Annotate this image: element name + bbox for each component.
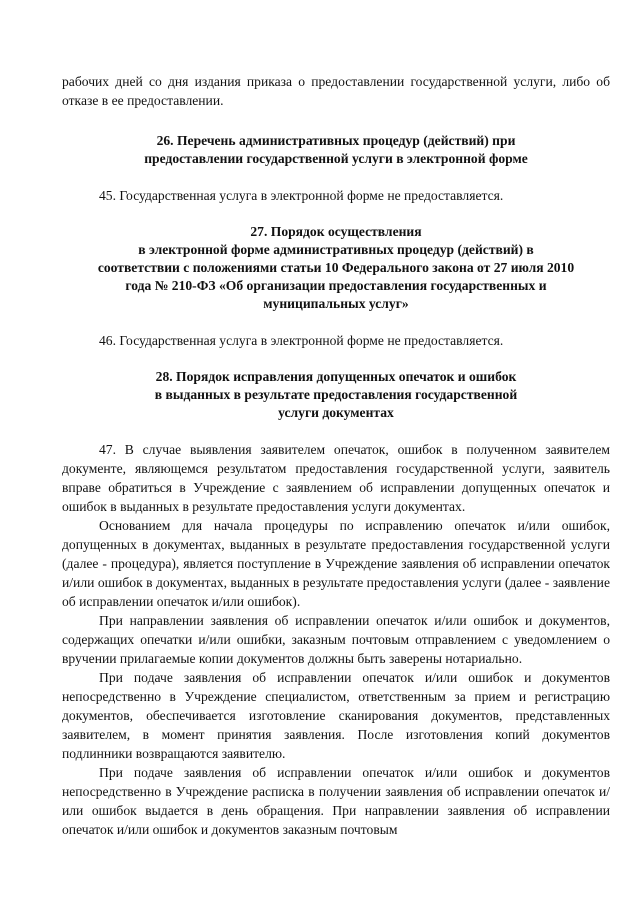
heading-line: 28. Порядок исправления допущенных опечаток и ошибок: [155, 369, 517, 384]
paragraph-receipt: При подаче заявления об исправлении опечаток и/или ошибок и документов непосредственно в Учреждение расписка в получении заявления об исправлении опечаток и/или ошибок выдается в день обращения. При направлении заявления об исправлении опечаток и/или ошибок и документов заказным почтовым: [62, 765, 610, 837]
paragraph-basis: Основанием для начала процедуры по исправлению опечаток и/или ошибок, допущенных в документах, выданных в результате предоставления государственной услуги (далее - процедура), является поступление в Учреждение заявления об исправлении опечаток и/или ошибок в документах, выданных в результате предоставления услуги (далее - заявление об исправлении опечаток и/или ошибок).: [62, 518, 610, 609]
section-heading-27: [62, 223, 610, 313]
heading-line: муниципальных услуг»: [263, 296, 409, 311]
heading-line: услуги документах: [278, 405, 394, 420]
heading-line: предоставлении государственной услуги в электронной форме: [144, 151, 528, 166]
paragraph-intro: рабочих дней со дня издания приказа о предоставлении государственной услуги, либо об отказе в ее предоставлении.: [62, 74, 610, 108]
heading-line: года № 210-ФЗ «Об организации предоставления государственных и: [125, 278, 547, 293]
paragraph-in-person: При подаче заявления об исправлении опечаток и/или ошибок и документов непосредственно в Учреждение специалистом, ответственным за прием и регистрацию документов, обеспечивается изготовление сканирования документов, представленных заявителем, в момент принятия заявления. После изготовления копий документов подлинники возвращаются заявителю.: [62, 670, 610, 761]
heading-line: в электронной форме административных процедур (действий) в: [138, 242, 534, 257]
paragraph-45: 45. Государственная услуга в электронной форме не предоставляется.: [99, 188, 504, 203]
paragraph-46: 46. Государственная услуга в электронной форме не предоставляется.: [99, 333, 504, 348]
paragraph-mail: При направлении заявления об исправлении опечаток и/или ошибок и документов, содержащих опечатки и/или ошибки, заказным почтовым отправлением с уведомлением о вручении прилагаемые копии документов должны быть заверены нотариально.: [62, 613, 610, 666]
heading-line: 26. Перечень административных процедур (действий) при: [156, 133, 516, 148]
section-heading-28: [62, 368, 610, 422]
heading-line: соответствии с положениями статьи 10 Федерального закона от 27 июля 2010: [97, 260, 575, 275]
heading-line: в выданных в результате предоставления государственной: [154, 387, 518, 402]
section-heading-26: [62, 132, 610, 168]
heading-line: 27. Порядок осуществления: [250, 224, 422, 239]
paragraph-47: 47. В случае выявления заявителем опечаток, ошибок в полученном заявителем документе, являющемся результатом предоставления государственной услуги, заявитель вправе обратиться в Учреждение с заявлением об исправлении допущенных опечаток и ошибок в выданных в результате предоставления услуги документах.: [62, 442, 610, 514]
